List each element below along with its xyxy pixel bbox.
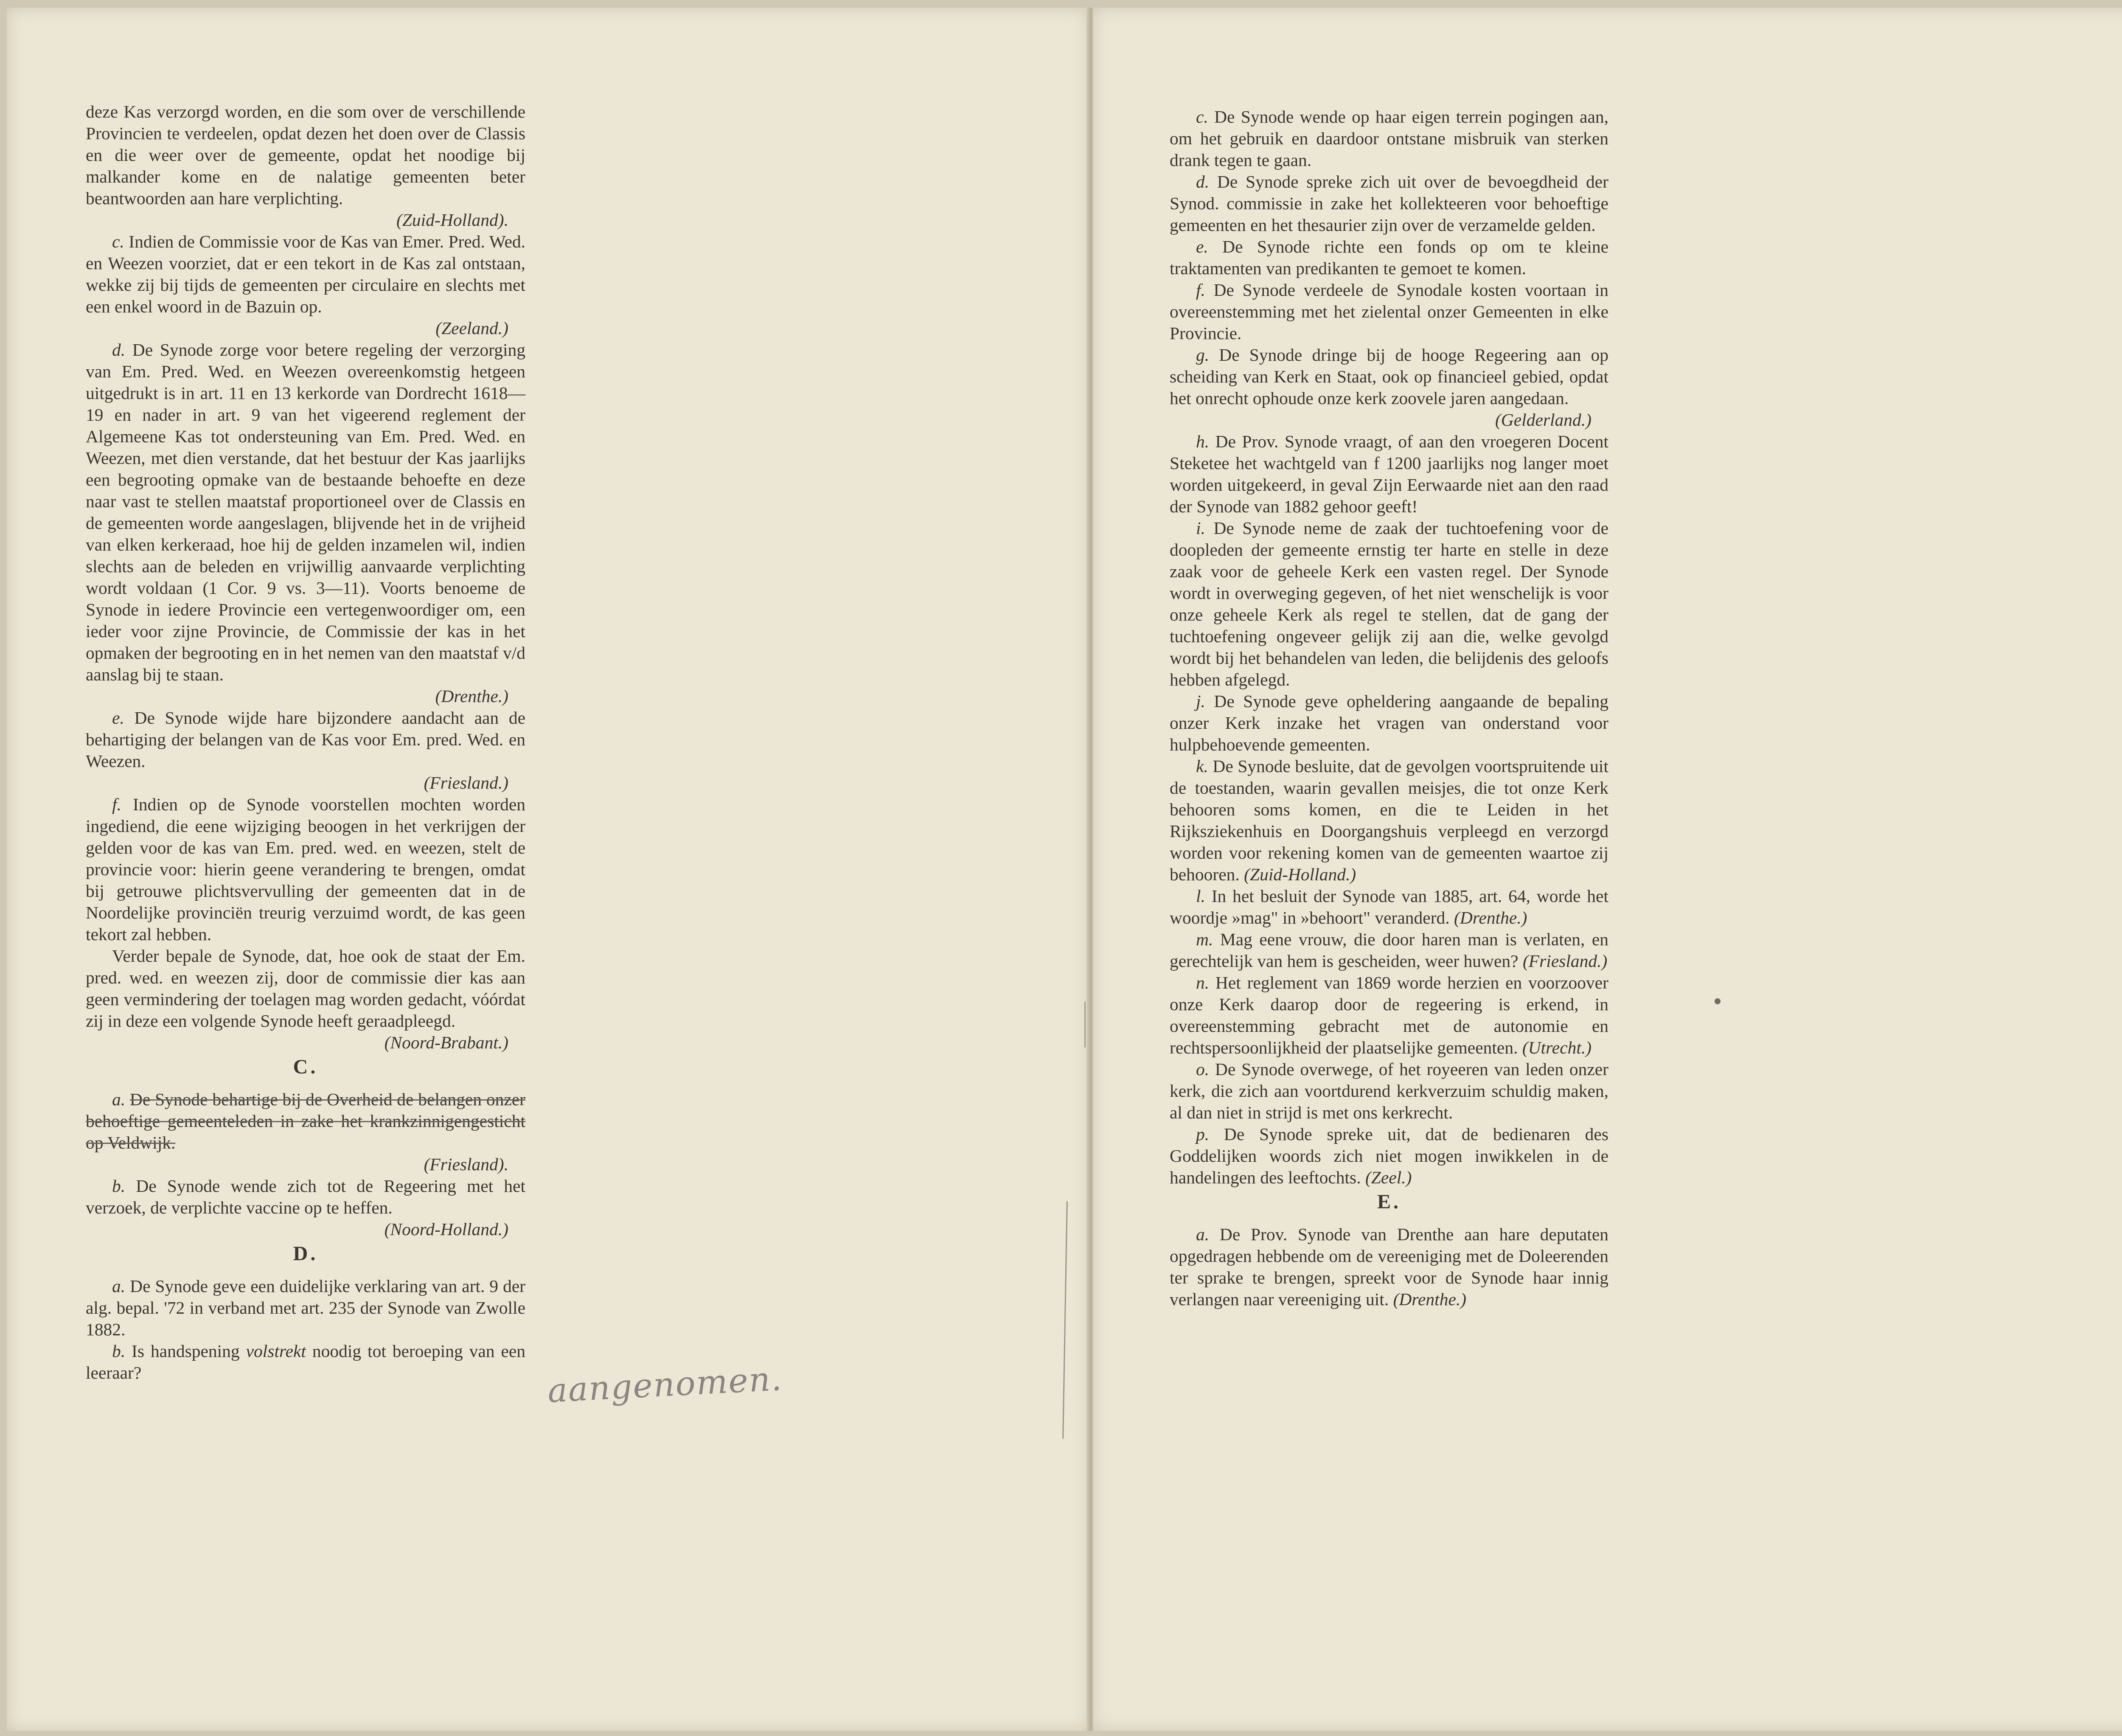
source-gelderland: (Gelderland.) (1495, 410, 1592, 430)
item-r-h: h. De Prov. Synode vraagt, of aan den vroegeren Docent Steketee het wachtgeld van f 1200 jaarlijks nog langer moet worden uitgekeerd, in geval Zijn Eerwaarde niet aan den raad der Synode van 1882 gehoor geeft! (1170, 432, 1608, 516)
source-drenthe: (Drenthe.) (435, 686, 508, 706)
paragraph-kas: deze Kas verzorgd worden, en die som over de verschillende Provincien te verdeelen, opdat dezen het doen over de Classis en die weer over de gemeente, opdat het noodige bij malkander kome en de nalatige gemeenten beter beantwoorden aan hare verplichting. (86, 102, 525, 208)
item-r-o: o. De Synode overwege, of het royeeren van leden onzer kerk, die zich aan voortdurend kerkverzuim schuldig maken, al dan niet in strijd is met ons kerkrecht. (1170, 1059, 1609, 1122)
page-spot (1715, 998, 1721, 1004)
item-c: c. Indien de Commissie voor de Kas van Emer. Pred. Wed. en Weezen voorziet, dat er een tekort in de Kas zal ontstaan, wekke zij bij tijds de gemeenten per circulaire en slechts met een enkel woord in de Bazuin op. (86, 232, 525, 316)
source-noord-brabant: (Noord-Brabant.) (384, 1033, 508, 1052)
source-zuid-holland: (Zuid-Holland). (396, 210, 508, 230)
item-c-b: b. De Synode wende zich tot de Regeering met het verzoek, de verplichte vaccine op te heffen. (86, 1176, 525, 1217)
item-e: e. De Synode wijde hare bijzondere aandacht aan de behartiging der belangen van de Kas voor Em. pred. Wed. en Weezen. (86, 708, 525, 771)
item-r-c: c. De Synode wende op haar eigen terrein pogingen aan, om het gebruik en daardoor ontstane misbruik van sterken drank tegen te gaan. (1170, 107, 1608, 170)
item-d-a: a. De Synode geve een duidelijke verklaring van art. 9 der alg. bepal. '72 in verband met art. 235 der Synode van Zwolle 1882. (86, 1276, 526, 1339)
item-r-n: n. Het reglement van 1869 worde herzien en voorzoover onze Kerk daarop door de regeering is erkend, in overeenstemming gebracht met de autonomie en rechtspersoonlijkheid der plaatselijke gemeenten. (Utrecht.) (1170, 973, 1609, 1057)
right-text-column (1170, 106, 1608, 1310)
item-d-b: b. Is handspening volstrekt noodig tot beroeping van een leeraar? (86, 1341, 526, 1382)
item-r-k: k. De Synode besluite, dat de gevolgen voortspruitende uit de toestanden, waarin gevallen meisjes, die tot onze Kerk behooren soms komen, en die te Leiden in het Rijksziekenhuis en Doorgangshuis verpleegd en verzorgd worden voor rekening komen van de gemeenten waartoe zij behooren. (Zuid-Holland.) (1170, 756, 1608, 884)
pencil-bracket-mark (1079, 1002, 1086, 1048)
item-r-i: i. De Synode neme de zaak der tuchtoefening voor de doopleden der gemeente ernstig ter harte en stelle in deze zaak voor de geheele Kerk een vasten regel. Der Synode wordt in overweging gegeven, of het niet wenschelijk is voor onze geheele Kerk als regel te stellen, dat de gang der tuchtoefening ongeveer gelijk zij aan die, welke gevolgd wordt bij het behandelen van leden, die belijdenis des geloofs hebben afgelegd. (1170, 518, 1608, 689)
handwritten-margin-note: aangenomen. (547, 1360, 783, 1410)
section-heading-e: E. (1377, 1191, 1401, 1213)
item-r-e: e. De Synode richte een fonds op om te kleine traktamenten van predikanten te gemoet te komen. (1170, 237, 1608, 278)
item-c-a: a. De Synode behartige bij de Overheid de belangen onzer behoeftige gemeenteleden in zake het krankzinnigengesticht op Veldwijk. (86, 1090, 525, 1152)
source-noord-holland: (Noord-Holland.) (384, 1219, 508, 1239)
item-r-p: p. De Synode spreke uit, dat de bedienaren des Goddelijken woords zich niet mogen inwikkelen in de handelingen des leeftochts. (Zeel.) (1170, 1124, 1609, 1187)
item-r-d: d. De Synode spreke zich uit over de bevoegdheid der Synod. commissie in zake het kollekteeren voor behoeftige gemeenten en het thesaurier zijn over de verzamelde gelden. (1170, 172, 1608, 235)
item-e-a: a. De Prov. Synode van Drenthe aan hare deputaten opgedragen hebbende om de vereeniging met de Doleerenden ter sprake te brengen, spreekt voor de Synode haar innig verlangen naar vereeniging uit. (Drenthe.) (1170, 1225, 1608, 1309)
item-r-j: j. De Synode geve opheldering aangaande de bepaling onzer Kerk inzake het vragen van onderstand voor hulpbehoevende gemeenten. (1170, 691, 1608, 754)
source-friesland-2: (Friesland). (424, 1155, 508, 1174)
item-f-continued: Verder bepale de Synode, dat, hoe ook de staat der Em. pred. wed. en weezen zij, door de commissie dier kas aan geen vermindering der toelagen mag worden gedacht, vóórdat zij in deze een volgende Synode heeft geraadpleegd. (86, 946, 525, 1031)
section-heading-c: C. (293, 1056, 318, 1078)
item-r-f: f. De Synode verdeele de Synodale kosten voortaan in overeenstemming met het zielental onzer Gemeenten in elke Provincie. (1170, 280, 1608, 343)
item-f: f. Indien op de Synode voorstellen mochten worden ingediend, die eene wijziging beoogen in het verkrijgen der gelden voor de kas van Em. pred. wed. en weezen, stelt de provincie voor: hierin geene verandering te brengen, omdat bij getrouwe plichtsvervulling der gemeenten dat in de Noordelijke provinciën treurig verzuimd wordt, de kas geen tekort zal hebben. (86, 795, 526, 944)
source-zeeland: (Zeeland.) (435, 318, 508, 338)
item-r-m: m. Mag eene vrouw, die door haren man is verlaten, en gerechtelijk van hem is gescheiden, weer huwen? (Friesland.) (1170, 930, 1609, 971)
item-r-l: l. In het besluit der Synode van 1885, art. 64, worde het woordje »mag" in »behoort" veranderd. (Drenthe.) (1170, 886, 1608, 927)
item-r-g: g. De Synode dringe bij de hooge Regeering aan op scheiding van Kerk en Staat, ook op financieel gebied, opdat het onrecht ophoude onze kerk zoovele jaren aangedaan. (1170, 345, 1609, 408)
left-text-column (86, 101, 525, 1384)
source-friesland: (Friesland.) (424, 773, 508, 792)
section-heading-d: D. (293, 1242, 318, 1265)
item-d: d. De Synode zorge voor betere regeling der verzorging van Em. Pred. Wed. en Weezen overeenkomstig hetgeen uitgedrukt is in art. 11 en 13 kerkorde van Dordrecht 1618—19 en nader in art. 9 van het vigeerend reglement der Algemeene Kas tot ondersteuning van Em. Pred. Wed. en Weezen, met dien verstande, dat het bestuur der Kas jaarlijks een begrooting opmake van de bestaande behoefte en deze naar vast te stellen maatstaf proportioneel over de Classis en de gemeenten worde aangeslagen, blijvende het in de vrijheid van elken kerkeraad, hoe hij de gelden inzamelen wil, indien slechts aan de beleden en vrijwillig aanvaarde verplichting wordt voldaan (1 Cor. 9 vs. 3—11). Voorts benoeme de Synode in iedere Provincie een vertegenwoordiger om, een ieder voor zijne Provincie, de Commissie der kas in het opmaken der begrooting en in het nemen van den maatstaf v/d aanslag bij te staan. (86, 340, 526, 684)
